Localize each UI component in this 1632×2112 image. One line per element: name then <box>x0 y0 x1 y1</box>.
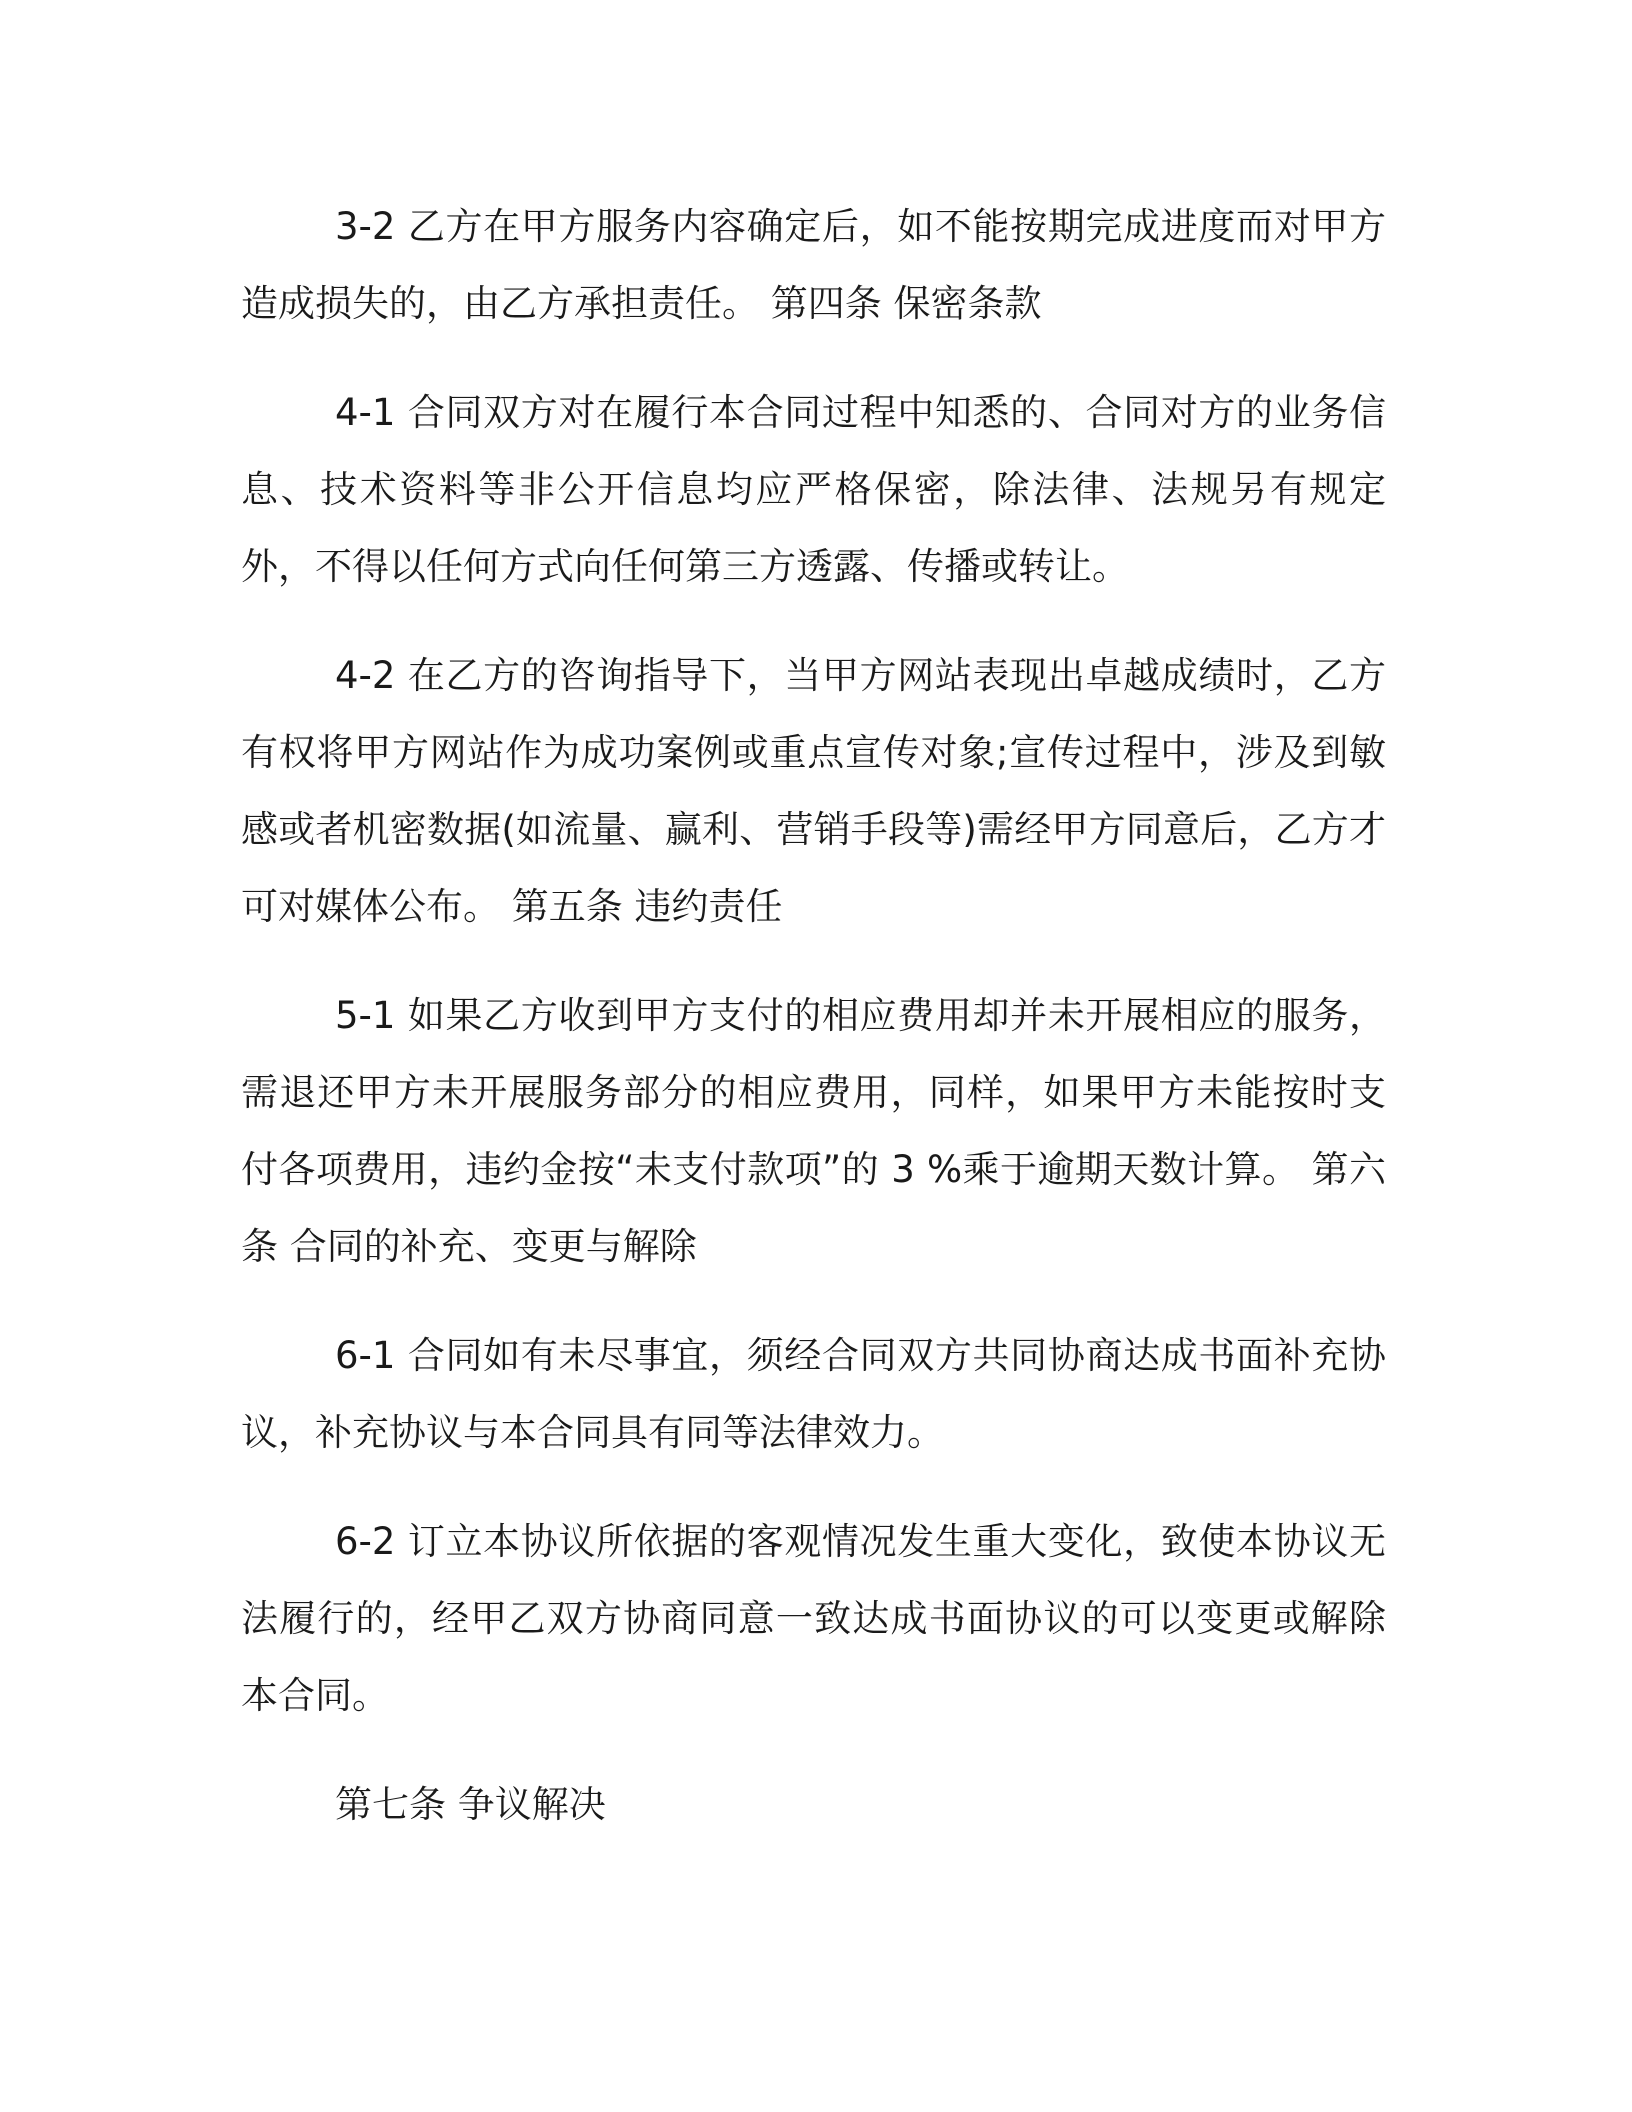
paragraph-5-1: 5-1 如果乙方收到甲方支付的相应费用却并未开展相应的服务，需退还甲方未开展服务部分的相应费用，同样，如果甲方未能按时支付各项费用，违约金按“未支付款项”的 3 %乘于逾期天数计算。 第六条 合同的补充、变更与解除 <box>241 994 1386 1268</box>
paragraph-6-1: 6-1 合同如有未尽事宜，须经合同双方共同协商达成书面补充协议，补充协议与本合同具有同等法律效力。 <box>241 1334 1386 1454</box>
paragraph-4-2: 4-2 在乙方的咨询指导下，当甲方网站表现出卓越成绩时，乙方有权将甲方网站作为成功案例或重点宣传对象;宣传过程中，涉及到敏感或者机密数据(如流量、赢利、营销手段等)需经甲方同意后，乙方才可对媒体公布。 第五条 违约责任 <box>241 654 1386 928</box>
paragraph-6-2: 6-2 订立本协议所依据的客观情况发生重大变化，致使本协议无法履行的，经甲乙双方协商同意一致达成书面协议的可以变更或解除本合同。 <box>241 1520 1386 1717</box>
paragraph-4-1: 4-1 合同双方对在履行本合同过程中知悉的、合同对方的业务信息、技术资料等非公开信息均应严格保密，除法律、法规另有规定外，不得以任何方式向任何第三方透露、传播或转让。 <box>241 391 1386 588</box>
paragraph-3-2: 3-2 乙方在甲方服务内容确定后，如不能按期完成进度而对甲方造成损失的，由乙方承担责任。 第四条 保密条款 <box>241 205 1386 325</box>
section-heading-article-7: 第七条 争议解决 <box>335 1783 606 1826</box>
document-body <box>241 188 1386 1875</box>
